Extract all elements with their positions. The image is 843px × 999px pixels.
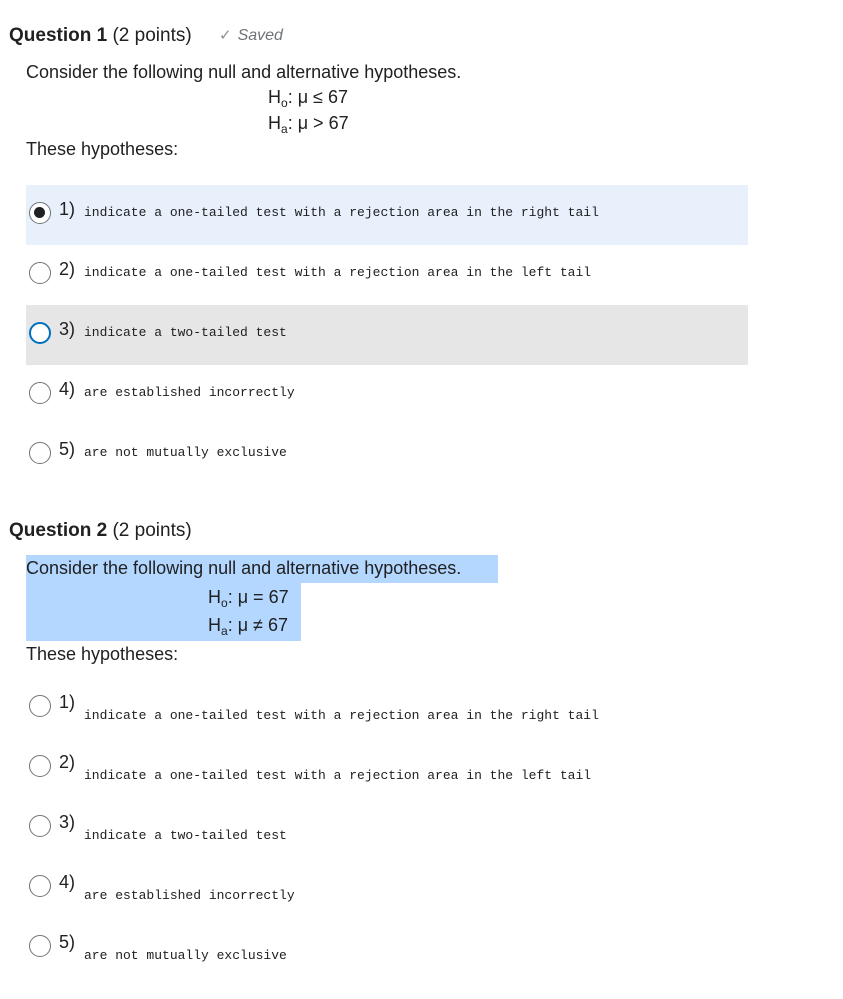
answer-option-3[interactable]	[26, 305, 748, 365]
radio-button[interactable]	[29, 322, 51, 344]
radio-button[interactable]	[29, 875, 51, 897]
question-header	[9, 515, 843, 547]
option-number: 3)	[59, 812, 76, 832]
check-icon: ✓	[219, 27, 232, 44]
question-stem: These hypotheses:	[26, 139, 179, 159]
prompt-text: Consider the following null and alternative hypotheses.	[26, 62, 462, 82]
answer-option-2[interactable]	[26, 738, 748, 798]
answer-option-4[interactable]	[26, 365, 748, 425]
answer-option-4[interactable]	[26, 858, 748, 918]
radio-button[interactable]	[29, 935, 51, 957]
radio-button[interactable]	[29, 755, 51, 777]
answer-options	[26, 678, 748, 978]
option-text: indicate a two-tailed test	[84, 325, 287, 340]
question-2	[0, 515, 843, 963]
answer-option-5[interactable]	[26, 425, 748, 485]
alternative-hypothesis: $H_a$: μ ≠ 67	[208, 615, 288, 638]
radio-button[interactable]	[29, 695, 51, 717]
option-text: indicate a one-tailed test with a rejection area in the right tail	[84, 205, 599, 220]
radio-button[interactable]	[29, 442, 51, 464]
option-text: are established incorrectly	[84, 385, 295, 400]
option-number: 5)	[59, 932, 76, 952]
option-text: are established incorrectly	[84, 888, 295, 903]
null-hypothesis: $H_o$: μ ≤ 67	[268, 87, 348, 110]
answer-options	[26, 185, 748, 485]
null-hypothesis: $H_o$: μ = 67	[208, 587, 289, 610]
answer-option-1[interactable]	[26, 678, 748, 738]
option-text: indicate a one-tailed test with a rejection area in the left tail	[84, 265, 592, 280]
radio-button[interactable]	[29, 262, 51, 284]
question-prompt	[26, 556, 843, 580]
saved-label: Saved	[237, 27, 283, 44]
answer-option-5[interactable]	[26, 918, 748, 978]
question-points: (2 points)	[112, 520, 192, 541]
option-text: indicate a one-tailed test with a rejection area in the left tail	[84, 768, 592, 783]
question-points: (2 points)	[112, 25, 192, 46]
option-text: are not mutually exclusive	[84, 445, 287, 460]
option-number: 4)	[59, 379, 76, 399]
question-prompt	[26, 60, 843, 84]
saved-status	[219, 20, 283, 52]
question-header	[9, 20, 843, 52]
option-number: 1)	[59, 692, 76, 712]
radio-button[interactable]	[29, 382, 51, 404]
radio-button[interactable]	[29, 202, 51, 224]
option-number: 2)	[59, 259, 76, 279]
question-stem: These hypotheses:	[26, 644, 179, 664]
alternative-hypothesis: $H_a$: μ > 67	[268, 113, 349, 136]
option-text: are not mutually exclusive	[84, 948, 287, 963]
option-number: 5)	[59, 439, 76, 459]
question-1	[0, 20, 843, 460]
radio-button[interactable]	[29, 815, 51, 837]
prompt-text: Consider the following null and alternative hypotheses.	[26, 558, 462, 578]
option-text: indicate a one-tailed test with a rejection area in the right tail	[84, 708, 599, 723]
question-title: Question 1	[9, 25, 108, 46]
answer-option-1[interactable]	[26, 185, 748, 245]
option-number: 3)	[59, 319, 76, 339]
option-number: 1)	[59, 199, 76, 219]
answer-option-3[interactable]	[26, 798, 748, 858]
answer-option-2[interactable]	[26, 245, 748, 305]
option-number: 2)	[59, 752, 76, 772]
option-number: 4)	[59, 872, 76, 892]
option-text: indicate a two-tailed test	[84, 828, 287, 843]
question-title: Question 2	[9, 520, 108, 541]
